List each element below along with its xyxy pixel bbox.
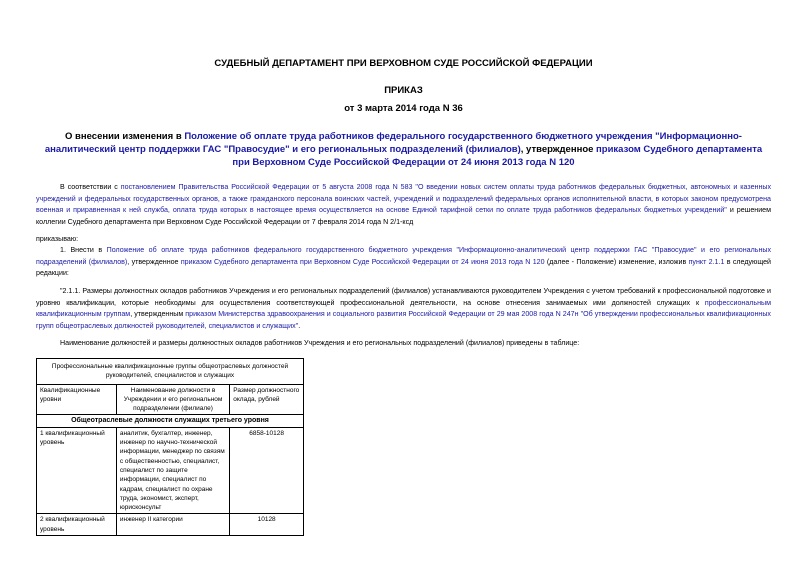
header-salary: Размер должностного оклада, рублей [230,384,304,415]
row-positions: инженер II категории [116,514,229,536]
preamble-text: В соответствии с [60,183,121,191]
table-row [37,514,304,536]
order-word: приказываю: [36,235,79,243]
ministry-order-link[interactable]: приказом Министерства здравоохранения и социального развития Российской Федерации от 29 мая 2008 года N 247н "Об утверждении профессиональных квалификационных групп общеотраслевых должностей руководителей, специалистов и служащих" [36,310,771,330]
clause-2-1-1-paragraph [36,286,771,332]
row-level: 1 квалификационный уровень [37,427,117,514]
clause-2-text-3: . [298,321,301,330]
department-heading: СУДЕБНЫЙ ДЕПАРТАМЕНТ ПРИ ВЕРХОВНОМ СУДЕ РОССИЙСКОЙ ФЕДЕРАЦИИ [214,58,593,69]
table-section-heading: Общеотраслевые должности служащих третьего уровня [37,415,304,427]
title-mid: , утвержденное [520,144,597,155]
document-date-number: от 3 марта 2014 года N 36 [344,103,463,114]
title-prefix: О внесении изменения в [65,131,185,142]
clause-2-text-2: , утвержденным [130,310,186,319]
row-level: 2 квалификационный уровень [37,514,117,536]
table-caption: Профессиональные квалификационные группы общеотраслевых должностей руководителей, специалистов и служащих [37,359,304,385]
clause-2-text: "2.1.1. Размеры должностных окладов работников Учреждения и его региональных подразделений (филиалов) устанавливаются руководителем Учреждения с учетом требований к профессиональной подготовке и уровню квалификации, которые необходимы для осуществления соответствующей профессиональной деятельности, на основе отнесения занимаемых ими должностей служащих к [36,287,771,307]
header-level: Квалификационные уровни [37,384,117,415]
row-positions: аналитик, бухгалтер, инженер, инженер по научно-технической информации, менеджер по связям с общественностью, специалист, специалист по защите информации, специалист по кадрам, специалист по охране труда, экономист, эксперт, юрисконсульт [116,427,229,514]
clause-text-2: , утвержденное [127,257,181,266]
resolution-link[interactable]: постановлением Правительства Российской Федерации от 5 августа 2008 года N 583 "О введении новых систем оплаты труда работников федеральных бюджетных, автономных и казенных учреждений и федеральных государственных органов, а также гражданского персонала воинских частей, учреждений и подразделений федеральных органов исполнительной власти, в которых законом предусмотрена военная и приравненная к ней служба, оплата труда которых в настоящее время осуществляется на основе Единой тарифной сетки по оплате труда работников федеральных бюджетных учреждений" [36,183,772,215]
document-type: ПРИКАЗ [384,85,423,96]
qualification-groups-link[interactable]: профессиональным квалификационным группам [36,298,771,319]
clause-text: 1. Внести в [60,246,107,254]
regulation-link[interactable]: Положение об оплате труда работников федерального государственного бюджетного учреждения "Информационно-аналитический центр поддержки ГАС "Правосудие" и его региональных подразделений (филиалов) [36,246,772,266]
title-link-order[interactable]: приказом Судебного департамента при Верховном Суде Российской Федерации от 24 июня 2013 года N 120 [232,144,763,168]
preamble-text-end: и решением коллегии Судебного департамента при Верховном Суде Российской Федерации от 7 февраля 2014 года N 2/1-ксд [36,206,772,226]
order-link[interactable]: приказом Судебного департамента при Верховном Суде Российской Федерации от 24 июня 2013 года N 120 [180,257,545,266]
table-row [37,427,304,514]
salary-table [36,358,304,536]
clause-text-3: (далее - Положение) изменение, изложив [544,257,689,266]
clause-text-4: в следующей редакции: [36,257,771,278]
row-salary: 10128 [230,514,304,536]
clause-2-1-1-link[interactable]: пункт 2.1.1 [688,257,725,266]
table-intro-paragraph: Наименование должностей и размеры должностных окладов работников Учреждения и его региональных подразделений (филиалов) приведены в таблице: [60,339,580,347]
header-position: Наименование должности в Учреждении и его региональном подразделении (филиале) [116,384,229,415]
title-link-regulation[interactable]: Положение об оплате труда работников федерального государственного бюджетного учреждения "Информационно-аналитический центр поддержки ГАС "Правосудие" и его региональных подразделений (филиалов) [44,131,742,155]
document-title [36,130,771,169]
preamble-paragraph [36,182,771,228]
row-salary: 6858-10128 [230,427,304,514]
clause-1-paragraph [36,245,771,280]
